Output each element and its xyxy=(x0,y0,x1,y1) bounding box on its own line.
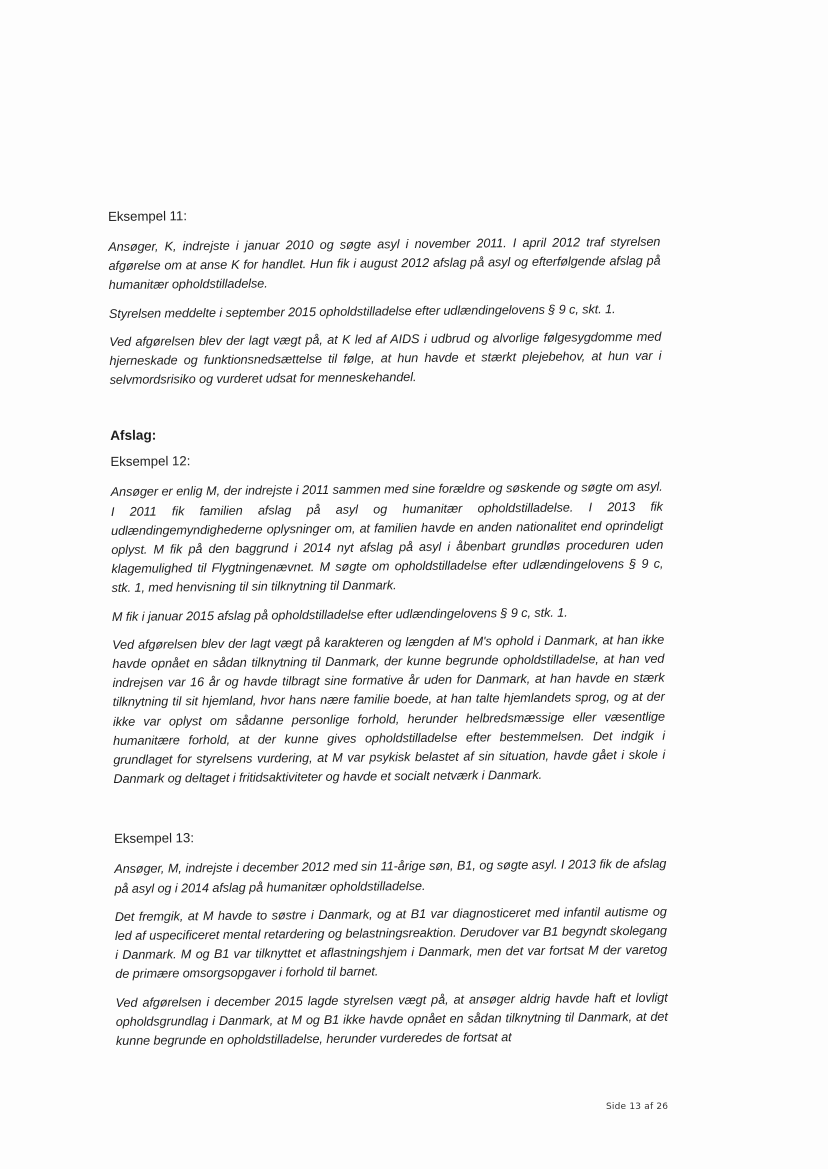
example-12-heading: Eksempel 12: xyxy=(110,453,191,470)
section-example-12 xyxy=(110,422,665,789)
page-number: Side 13 af 26 xyxy=(606,1102,669,1112)
afslag-title: Afslag: xyxy=(110,427,157,444)
example-12-paragraph-3: Ved afgørelsen blev der lagt vægt på karakteren og længden af M's ophold i Danmark, at han ikke havde opnået en sådan tilknytning til Danmark, der kunne begrunde opholdstilladelse, at han ved indrejsen var 16 år og havde tilbragt sine formative år uden for Danmark, at han havde en stærk tilknytning til sit hjemland, hvor hans nære familie boede, at han talte hjemlandets sprog, og at der ikke var oplyst om sådanne personlige forhold, herunder helbredsmæssige eller væsentlige humanitære forhold, at der kunne gives opholdstilladelse efter bestemmelsen. Det indgik i grundlaget for styrelsens vurdering, at M var psykisk belastet af sin situation, havde gået i skole i Danmark og deltaget i fritidsaktiviteter og havde et socialt netværk i Danmark. xyxy=(112,632,666,787)
example-13-paragraph-3: Ved afgørelsen i december 2015 lagde styrelsen vægt på, at ansøger aldrig havde haft et lovligt opholdsgrundlag i Danmark, at M og B1 ikke havde opnået en sådan tilknytning til Danmark, at det kunne begrunde en opholdstilladelse, herunder vurderedes de fortsat at xyxy=(115,990,668,1049)
section-example-13 xyxy=(114,825,668,1051)
example-11-paragraph-3: Ved afgørelsen blev der lagt vægt på, at K led af AIDS i udbrud og alvorlige følgesygdomme med hjerneskade og funktionsnedsættelse til følge, at hun havde et stærkt plejebehov, at hun var i selvmordsrisiko og vurderet udsat for menneskehandel. xyxy=(109,329,662,388)
example-11-paragraph-1: Ansøger, K, indrejste i januar 2010 og søgte asyl i november 2011. I april 2012 traf styrelsen afgørelse om at anse K for handlet. Hun fik i august 2012 afslag på asyl og efterfølgende afslag på humanitær opholdstilladelse. xyxy=(108,234,661,293)
example-11-heading: Eksempel 11: xyxy=(108,208,188,224)
example-13-heading: Eksempel 13: xyxy=(113,830,195,847)
example-11-paragraph-2: Styrelsen meddelte i september 2015 opholdstilladelse efter udlændingelovens § 9 c, skt. 1. xyxy=(108,301,616,321)
document-body xyxy=(108,203,668,1061)
example-13-paragraph-2: Det fremgik, at M havde to søstre i Danmark, og at B1 var diagnosticeret med infantil autisme og led af uspecificeret mental retardering og belastningsreaktion. Derudover var B1 begyndt skolegang i Danmark. M og B1 var tilknyttet et aflastningshjem i Danmark, men det var fortsat M der varetog de primære omsorgsopgaver i forhold til barnet. xyxy=(114,904,668,982)
example-12-paragraph-1: Ansøger er enlig M, der indrejste i 2011 sammen med sine forældre og søskende og søgte om asyl. I 2011 fik familien afslag på asyl og humanitær opholdstilladelse. I 2013 fik udlændingemyndighederne oplysninger om, at familien havde en anden nationalitet end oprindeligt oplyst. M fik på den baggrund i 2014 nyt afslag på asyl i åbenbart grundløs proceduren uden klagemulighed til Flygtningenævnet. M søgte om opholdstilladelse efter udlændingelovens § 9 c, stk. 1, med henvisning til sin tilknytning til Danmark. xyxy=(110,480,664,596)
example-12-paragraph-2: M fik i januar 2015 afslag på opholdstilladelse efter udlændingelovens § 9 c, stk. 1. xyxy=(111,605,568,624)
section-example-11 xyxy=(108,203,662,391)
example-13-paragraph-1: Ansøger, M, indrejste i december 2012 med sin 11-årige søn, B1, og søgte asyl. I 2013 fik de afslag på asyl og i 2014 afslag på humanitær opholdstilladelse. xyxy=(114,857,667,896)
